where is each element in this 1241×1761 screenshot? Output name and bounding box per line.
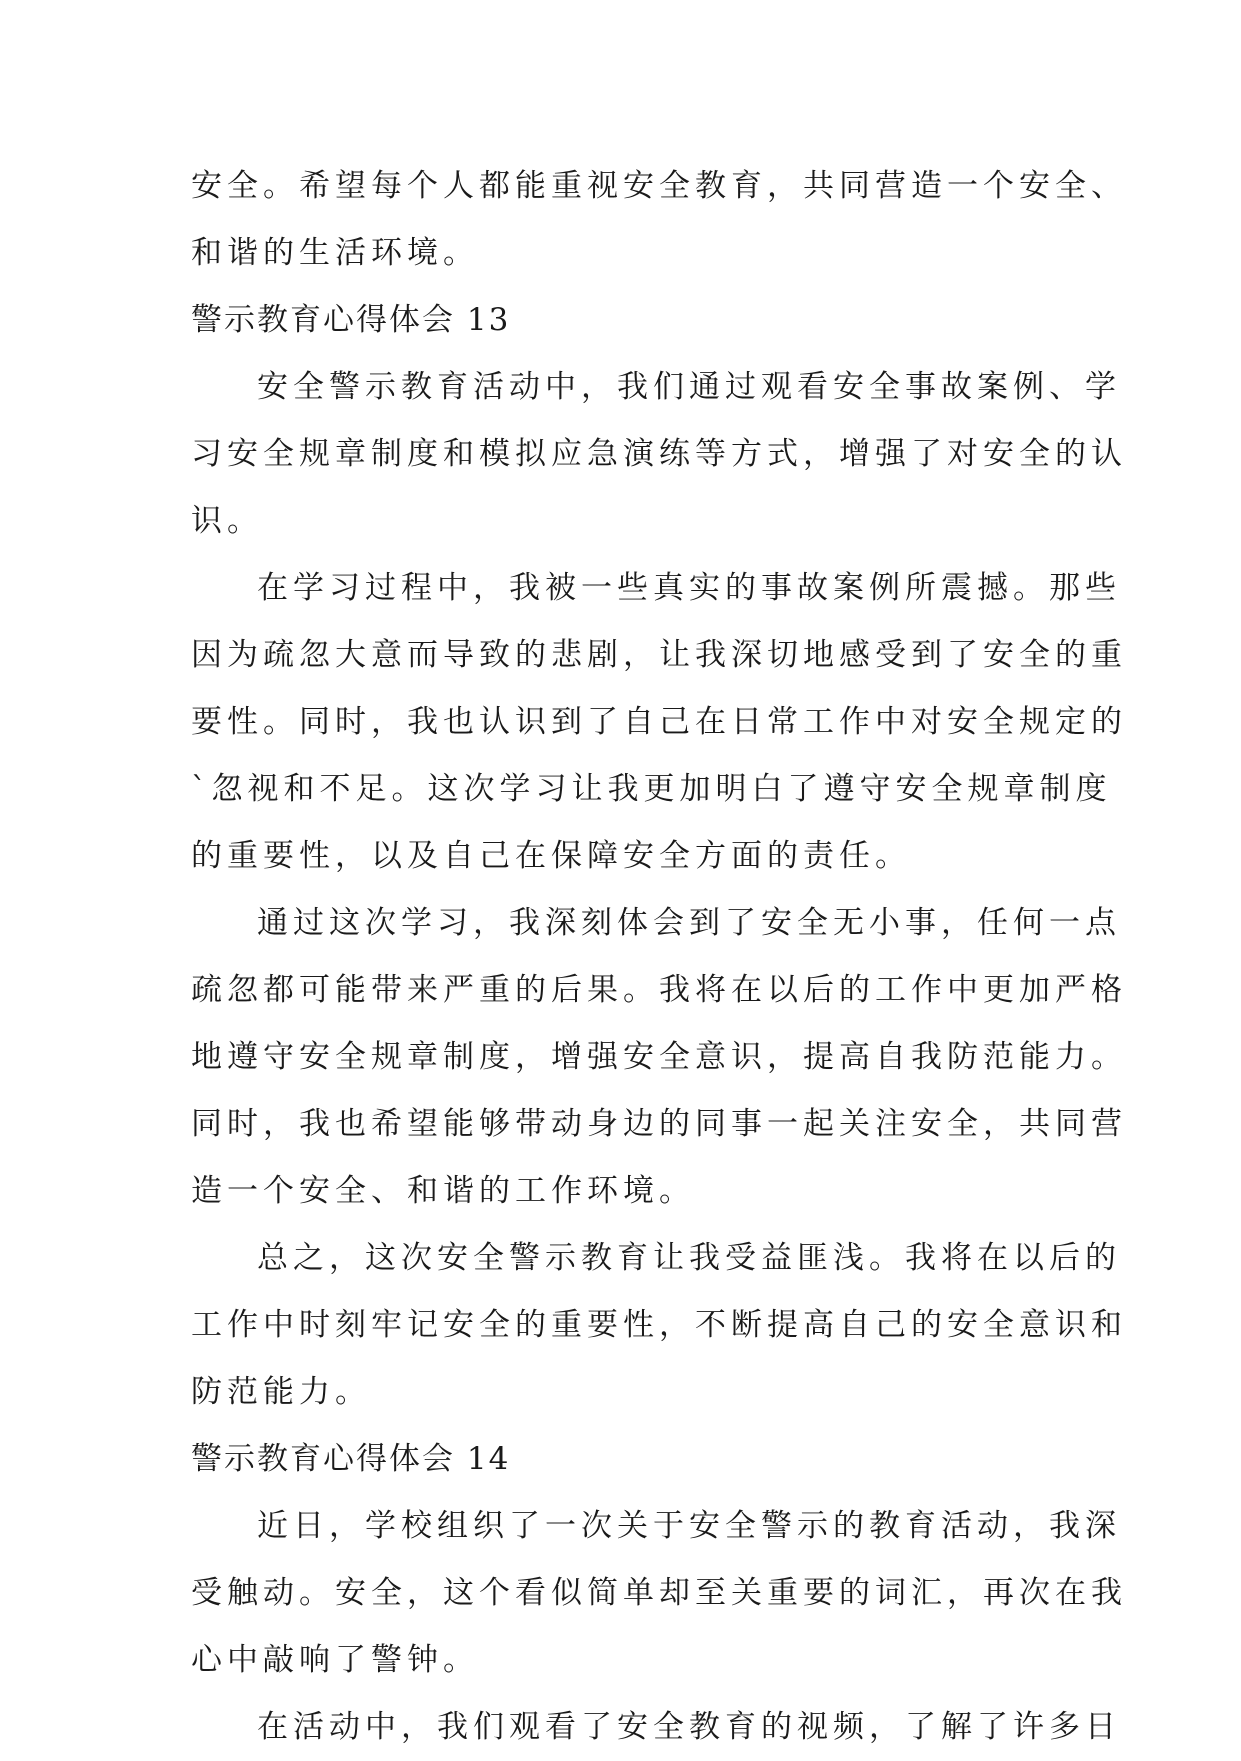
text-line: 总之，这次安全警示教育让我受益匪浅。我将在以后的 — [257, 1240, 1121, 1276]
text-line: 习安全规章制度和模拟应急演练等方式，增强了对安全的认 — [191, 436, 1127, 472]
text-line: 在活动中，我们观看了安全教育的视频，了解了许多日 — [257, 1709, 1121, 1745]
paragraph — [191, 1694, 1121, 1761]
heading-text: 警示教育心得体会 13 — [191, 302, 511, 338]
text-line: 防范能力。 — [191, 1374, 371, 1410]
continuation-text — [191, 153, 1127, 287]
text-line: 安全警示教育活动中，我们通过观看安全事故案例、学 — [257, 369, 1121, 405]
text-line: 受触动。安全，这个看似简单却至关重要的词汇，再次在我 — [191, 1575, 1127, 1611]
paragraph — [191, 1225, 1127, 1426]
text-line: 地遵守安全规章制度，增强安全意识，提高自我防范能力。 — [191, 1039, 1127, 1075]
text-line: 心中敲响了警钟。 — [191, 1642, 479, 1678]
section-heading-13 — [191, 287, 1071, 354]
text-line: 同时，我也希望能够带动身边的同事一起关注安全，共同营 — [191, 1106, 1127, 1142]
text-line: 通过这次学习，我深刻体会到了安全无小事，任何一点 — [257, 905, 1121, 941]
document-page — [191, 153, 1127, 1761]
heading-text: 警示教育心得体会 14 — [191, 1441, 511, 1477]
section-heading-14 — [191, 1426, 1071, 1493]
text-line: 在学习过程中，我被一些真实的事故案例所震撼。那些 — [257, 570, 1121, 606]
text-line: 的重要性，以及自己在保障安全方面的责任。 — [191, 838, 911, 874]
text-line: 和谐的生活环境。 — [191, 235, 479, 271]
text-line: 疏忽都可能带来严重的后果。我将在以后的工作中更加严格 — [191, 972, 1127, 1008]
paragraph — [191, 555, 1127, 890]
text-line: 因为疏忽大意而导致的悲剧，让我深切地感受到了安全的重 — [191, 637, 1127, 673]
text-line: `忽视和不足。这次学习让我更加明白了遵守安全规章制度 — [191, 771, 1112, 807]
paragraph — [191, 890, 1127, 1225]
text-line: 要性。同时，我也认识到了自己在日常工作中对安全规定的 — [191, 704, 1127, 740]
paragraph — [191, 354, 1127, 555]
text-line: 识。 — [191, 503, 263, 539]
text-line: 工作中时刻牢记安全的重要性，不断提高自己的安全意识和 — [191, 1307, 1127, 1343]
paragraph — [191, 1493, 1127, 1694]
text-line: 安全。希望每个人都能重视安全教育，共同营造一个安全、 — [191, 168, 1127, 204]
text-line: 近日，学校组织了一次关于安全警示的教育活动，我深 — [257, 1508, 1121, 1544]
text-line: 造一个安全、和谐的工作环境。 — [191, 1173, 695, 1209]
